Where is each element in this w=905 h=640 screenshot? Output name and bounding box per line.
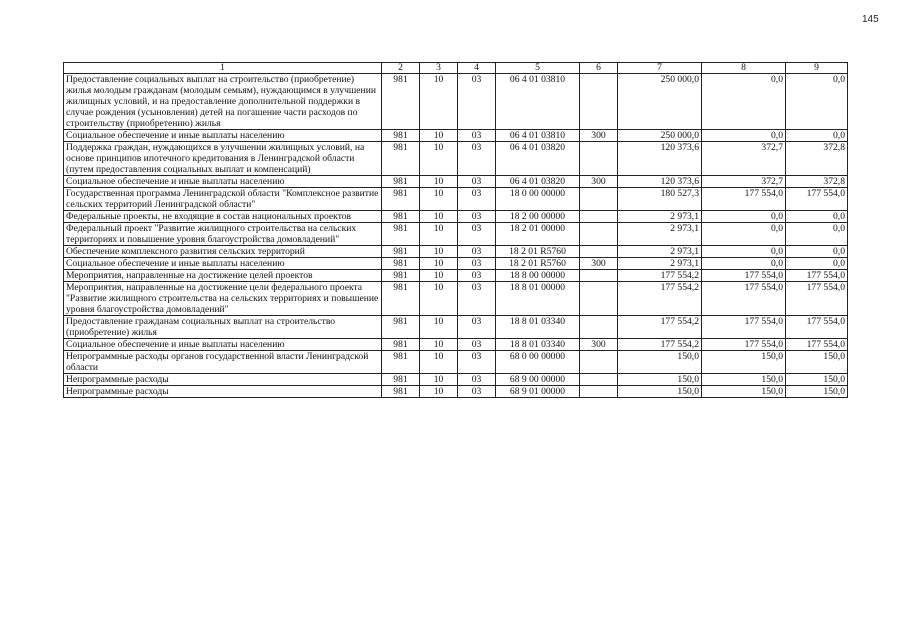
cell-subsection: 03	[458, 130, 496, 142]
col-header-4: 4	[458, 63, 496, 74]
cell-section: 10	[420, 339, 458, 351]
cell-admin-code: 981	[382, 188, 420, 211]
cell-value-col7: 120 373,6	[618, 142, 702, 176]
cell-expense-type	[580, 188, 618, 211]
cell-value-col9: 150,0	[786, 351, 848, 374]
cell-section: 10	[420, 316, 458, 339]
cell-admin-code: 981	[382, 246, 420, 258]
cell-expense-type	[580, 211, 618, 223]
cell-expense-type	[580, 246, 618, 258]
cell-value-col8: 0,0	[702, 74, 786, 130]
cell-target-article: 06 4 01 03820	[496, 142, 580, 176]
cell-section: 10	[420, 74, 458, 130]
cell-description: Непрограммные расходы органов государственной власти Ленинградской области	[64, 351, 382, 374]
cell-expense-type	[580, 223, 618, 246]
cell-description: Социальное обеспечение и иные выплаты населению	[64, 258, 382, 270]
cell-value-col7: 177 554,2	[618, 316, 702, 339]
cell-value-col9: 0,0	[786, 74, 848, 130]
table-row	[64, 246, 848, 258]
cell-subsection: 03	[458, 142, 496, 176]
cell-admin-code: 981	[382, 130, 420, 142]
cell-section: 10	[420, 223, 458, 246]
cell-admin-code: 981	[382, 142, 420, 176]
cell-description: Предоставление социальных выплат на строительство (приобретение) жилья молодым гражданам (молодым семьям), нуждающимся в улучшении жилищных условий, и на предоставление дополнительной поддержки в случае рождения (усыновления) детей на погашение части расходов по строительству (приобретению) жилья	[64, 74, 382, 130]
col-header-2: 2	[382, 63, 420, 74]
cell-value-col9: 150,0	[786, 386, 848, 398]
cell-value-col7: 177 554,2	[618, 282, 702, 316]
table-row	[64, 74, 848, 130]
cell-section: 10	[420, 188, 458, 211]
cell-description: Непрограммные расходы	[64, 374, 382, 386]
cell-subsection: 03	[458, 258, 496, 270]
cell-admin-code: 981	[382, 270, 420, 282]
cell-value-col9: 0,0	[786, 258, 848, 270]
col-header-8: 8	[702, 63, 786, 74]
cell-value-col9: 0,0	[786, 211, 848, 223]
cell-subsection: 03	[458, 282, 496, 316]
cell-value-col9: 150,0	[786, 374, 848, 386]
cell-admin-code: 981	[382, 386, 420, 398]
cell-admin-code: 981	[382, 176, 420, 188]
col-header-9: 9	[786, 63, 848, 74]
table-row	[64, 351, 848, 374]
cell-expense-type: 300	[580, 258, 618, 270]
cell-subsection: 03	[458, 270, 496, 282]
cell-admin-code: 981	[382, 316, 420, 339]
cell-value-col7: 177 554,2	[618, 339, 702, 351]
cell-expense-type	[580, 74, 618, 130]
cell-description: Государственная программа Ленинградской области "Комплексное развитие сельских территорий Ленинградской области"	[64, 188, 382, 211]
cell-expense-type	[580, 374, 618, 386]
cell-value-col9: 177 554,0	[786, 316, 848, 339]
cell-value-col7: 150,0	[618, 386, 702, 398]
cell-description: Федеральные проекты, не входящие в состав национальных проектов	[64, 211, 382, 223]
cell-description: Обеспечение комплексного развития сельских территорий	[64, 246, 382, 258]
cell-value-col9: 0,0	[786, 223, 848, 246]
table-row	[64, 339, 848, 351]
cell-description: Федеральный проект "Развитие жилищного строительства на сельских территориях и повышение уровня благоустройства домовладений"	[64, 223, 382, 246]
cell-value-col7: 250 000,0	[618, 74, 702, 130]
cell-admin-code: 981	[382, 74, 420, 130]
cell-section: 10	[420, 282, 458, 316]
cell-section: 10	[420, 374, 458, 386]
cell-value-col9: 177 554,0	[786, 188, 848, 211]
cell-value-col7: 150,0	[618, 351, 702, 374]
cell-value-col8: 372,7	[702, 142, 786, 176]
cell-subsection: 03	[458, 188, 496, 211]
cell-value-col8: 0,0	[702, 223, 786, 246]
cell-target-article: 68 9 00 00000	[496, 374, 580, 386]
cell-value-col7: 2 973,1	[618, 246, 702, 258]
cell-value-col7: 250 000,0	[618, 130, 702, 142]
cell-admin-code: 981	[382, 282, 420, 316]
table-row	[64, 211, 848, 223]
cell-subsection: 03	[458, 211, 496, 223]
cell-admin-code: 981	[382, 223, 420, 246]
table-row	[64, 188, 848, 211]
table-row	[64, 282, 848, 316]
cell-description: Мероприятия, направленные на достижение цели федерального проекта "Развитие жилищного строительства на сельских территориях и повышение уровня благоустройства домовладений"	[64, 282, 382, 316]
cell-value-col8: 177 554,0	[702, 339, 786, 351]
budget-table	[63, 62, 848, 398]
cell-expense-type	[580, 270, 618, 282]
cell-target-article: 18 8 01 03340	[496, 316, 580, 339]
page-number: 145	[862, 14, 879, 25]
cell-target-article: 18 2 01 R5760	[496, 246, 580, 258]
cell-description: Поддержка граждан, нуждающихся в улучшении жилищных условий, на основе принципов ипотечного кредитования в Ленинградской области (путем предоставления социальных выплат и компенсаций)	[64, 142, 382, 176]
cell-value-col7: 2 973,1	[618, 211, 702, 223]
cell-expense-type: 300	[580, 176, 618, 188]
cell-section: 10	[420, 246, 458, 258]
cell-expense-type: 300	[580, 339, 618, 351]
cell-value-col8: 150,0	[702, 351, 786, 374]
table-row	[64, 176, 848, 188]
cell-target-article: 18 8 01 03340	[496, 339, 580, 351]
cell-subsection: 03	[458, 339, 496, 351]
table-row	[64, 270, 848, 282]
cell-value-col7: 150,0	[618, 374, 702, 386]
table-row	[64, 223, 848, 246]
cell-subsection: 03	[458, 386, 496, 398]
cell-section: 10	[420, 270, 458, 282]
cell-admin-code: 981	[382, 339, 420, 351]
cell-subsection: 03	[458, 223, 496, 246]
cell-admin-code: 981	[382, 374, 420, 386]
cell-expense-type	[580, 386, 618, 398]
cell-target-article: 06 4 01 03810	[496, 74, 580, 130]
cell-value-col8: 150,0	[702, 374, 786, 386]
cell-value-col7: 177 554,2	[618, 270, 702, 282]
cell-subsection: 03	[458, 351, 496, 374]
cell-target-article: 18 2 01 R5760	[496, 258, 580, 270]
cell-target-article: 18 8 01 00000	[496, 282, 580, 316]
col-header-3: 3	[420, 63, 458, 74]
cell-subsection: 03	[458, 74, 496, 130]
cell-section: 10	[420, 130, 458, 142]
cell-value-col7: 180 527,3	[618, 188, 702, 211]
cell-section: 10	[420, 351, 458, 374]
cell-value-col9: 177 554,0	[786, 282, 848, 316]
col-header-1: 1	[64, 63, 382, 74]
cell-description: Непрограммные расходы	[64, 386, 382, 398]
cell-value-col8: 0,0	[702, 130, 786, 142]
cell-target-article: 68 0 00 00000	[496, 351, 580, 374]
cell-value-col7: 2 973,1	[618, 223, 702, 246]
cell-section: 10	[420, 211, 458, 223]
cell-target-article: 18 2 00 00000	[496, 211, 580, 223]
cell-value-col8: 150,0	[702, 386, 786, 398]
cell-value-col9: 372,8	[786, 142, 848, 176]
col-header-7: 7	[618, 63, 702, 74]
table-row	[64, 374, 848, 386]
cell-value-col8: 372,7	[702, 176, 786, 188]
cell-section: 10	[420, 386, 458, 398]
cell-description: Социальное обеспечение и иные выплаты населению	[64, 339, 382, 351]
cell-value-col9: 0,0	[786, 246, 848, 258]
header-row	[64, 63, 848, 74]
table-row	[64, 258, 848, 270]
cell-value-col9: 0,0	[786, 130, 848, 142]
cell-target-article: 18 8 00 00000	[496, 270, 580, 282]
cell-subsection: 03	[458, 374, 496, 386]
cell-value-col8: 0,0	[702, 211, 786, 223]
cell-value-col8: 177 554,0	[702, 282, 786, 316]
cell-target-article: 68 9 01 00000	[496, 386, 580, 398]
cell-section: 10	[420, 258, 458, 270]
cell-value-col8: 0,0	[702, 246, 786, 258]
cell-admin-code: 981	[382, 211, 420, 223]
table-row	[64, 142, 848, 176]
cell-description: Предоставление гражданам социальных выплат на строительство (приобретение) жилья	[64, 316, 382, 339]
cell-target-article: 06 4 01 03810	[496, 130, 580, 142]
cell-expense-type: 300	[580, 130, 618, 142]
cell-value-col8: 177 554,0	[702, 316, 786, 339]
table-row	[64, 316, 848, 339]
cell-expense-type	[580, 142, 618, 176]
table-body	[64, 74, 848, 398]
cell-admin-code: 981	[382, 258, 420, 270]
cell-value-col9: 372,8	[786, 176, 848, 188]
cell-expense-type	[580, 351, 618, 374]
cell-value-col7: 2 973,1	[618, 258, 702, 270]
cell-description: Социальное обеспечение и иные выплаты населению	[64, 130, 382, 142]
col-header-6: 6	[580, 63, 618, 74]
cell-expense-type	[580, 282, 618, 316]
cell-admin-code: 981	[382, 351, 420, 374]
cell-target-article: 18 0 00 00000	[496, 188, 580, 211]
cell-target-article: 18 2 01 00000	[496, 223, 580, 246]
cell-subsection: 03	[458, 246, 496, 258]
cell-expense-type	[580, 316, 618, 339]
col-header-5: 5	[496, 63, 580, 74]
cell-target-article: 06 4 01 03820	[496, 176, 580, 188]
cell-description: Мероприятия, направленные на достижение целей проектов	[64, 270, 382, 282]
cell-value-col8: 0,0	[702, 258, 786, 270]
cell-subsection: 03	[458, 316, 496, 339]
cell-section: 10	[420, 142, 458, 176]
table-row	[64, 386, 848, 398]
cell-value-col9: 177 554,0	[786, 339, 848, 351]
cell-value-col8: 177 554,0	[702, 270, 786, 282]
cell-value-col9: 177 554,0	[786, 270, 848, 282]
table-row	[64, 130, 848, 142]
cell-value-col7: 120 373,6	[618, 176, 702, 188]
cell-description: Социальное обеспечение и иные выплаты населению	[64, 176, 382, 188]
cell-value-col8: 177 554,0	[702, 188, 786, 211]
cell-section: 10	[420, 176, 458, 188]
cell-subsection: 03	[458, 176, 496, 188]
